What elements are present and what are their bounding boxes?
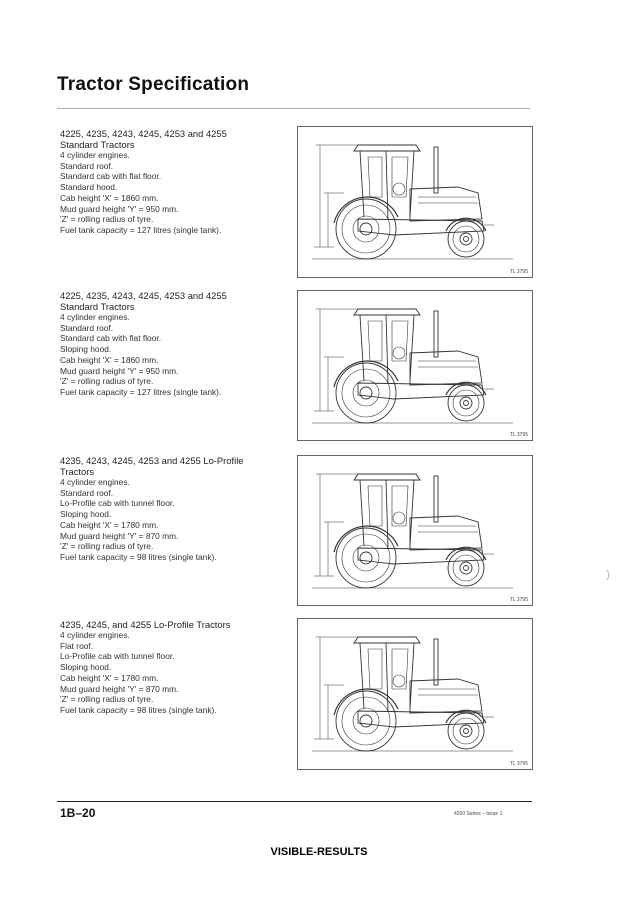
spec-heading: 4225, 4235, 4243, 4245, 4253 and 4255 — [60, 128, 227, 139]
title-divider — [57, 108, 530, 109]
spec-line: Mud guard height 'Y' = 870 mm. — [60, 530, 179, 541]
tractor-drawing — [298, 127, 532, 277]
spec-block-standard-1 — [60, 128, 290, 236]
spec-heading-continued: Tractors — [60, 466, 95, 477]
spec-list — [60, 150, 290, 236]
spec-line: Cab height 'X' = 1780 mm. — [60, 672, 159, 683]
tractor-figure-2 — [297, 290, 533, 441]
spec-line: 'Z' = rolling radius of tyre. — [60, 541, 154, 552]
figure-reference: TL 3795 — [509, 432, 528, 438]
spec-line: Standard hood. — [60, 182, 118, 193]
spec-list — [60, 630, 290, 716]
tractor-drawing — [298, 619, 532, 769]
spec-heading: 4235, 4243, 4245, 4253 and 4255 Lo-Profile — [60, 455, 244, 466]
tractor-figure-4 — [297, 618, 533, 770]
spec-line: Fuel tank capacity = 98 litres (single tank). — [60, 551, 217, 562]
spec-line: Sloping hood. — [60, 509, 112, 520]
spec-block-standard-2 — [60, 290, 290, 398]
figure-reference: TL 3795 — [509, 761, 528, 767]
spec-line: Standard cab with flat floor. — [60, 333, 162, 344]
spec-line: Fuel tank capacity = 127 litres (single tank). — [60, 386, 222, 397]
spec-line: 'Z' = rolling radius of tyre. — [60, 214, 154, 225]
footer-divider — [57, 801, 532, 802]
spec-heading-continued: Standard Tractors — [60, 301, 135, 312]
spec-line: Standard roof. — [60, 487, 114, 498]
spec-line: Standard roof. — [60, 160, 114, 171]
spec-block-lo-profile-2 — [60, 619, 290, 716]
margin-bracket-mark: ) — [606, 567, 610, 581]
figure-reference: TL 3795 — [509, 269, 528, 275]
spec-line: 4 cylinder engines. — [60, 150, 130, 160]
spec-line: Sloping hood. — [60, 344, 112, 355]
spec-line: Cab height 'X' = 1860 mm. — [60, 192, 159, 203]
page-number: 1B–20 — [60, 806, 96, 820]
series-issue-label: 4200 Series – Issue 1 — [454, 811, 503, 817]
spec-line: 4 cylinder engines. — [60, 630, 130, 640]
footer-label: VISIBLE-RESULTS — [270, 846, 368, 858]
spec-line: 4 cylinder engines. — [60, 312, 130, 322]
tractor-figure-1 — [297, 126, 533, 278]
spec-line: 'Z' = rolling radius of tyre. — [60, 694, 154, 705]
spec-list — [60, 477, 290, 563]
spec-line: Fuel tank capacity = 98 litres (single tank). — [60, 704, 217, 715]
spec-line: 4 cylinder engines. — [60, 477, 130, 487]
tractor-figure-3 — [297, 455, 533, 606]
spec-line: Standard cab with flat floor. — [60, 171, 162, 182]
spec-heading-continued: Standard Tractors — [60, 139, 135, 150]
spec-line: Fuel tank capacity = 127 litres (single tank). — [60, 224, 222, 235]
spec-heading: 4225, 4235, 4243, 4245, 4253 and 4255 — [60, 290, 227, 301]
spec-line: Mud guard height 'Y' = 950 mm. — [60, 365, 179, 376]
tractor-drawing — [298, 456, 532, 605]
spec-line: Sloping hood. — [60, 662, 112, 673]
spec-line: Lo-Profile cab with tunnel floor. — [60, 498, 175, 509]
spec-line: Lo-Profile cab with tunnel floor. — [60, 651, 175, 662]
spec-line: Cab height 'X' = 1860 mm. — [60, 354, 159, 365]
tractor-drawing — [298, 291, 532, 440]
spec-list — [60, 312, 290, 398]
spec-block-lo-profile-1 — [60, 455, 290, 563]
spec-line: Standard roof. — [60, 322, 114, 333]
spec-line: 'Z' = rolling radius of tyre. — [60, 376, 154, 387]
spec-line: Mud guard height 'Y' = 870 mm. — [60, 683, 179, 694]
spec-line: Flat roof. — [60, 640, 94, 651]
page-title: Tractor Specification — [57, 74, 250, 95]
spec-line: Cab height 'X' = 1780 mm. — [60, 519, 159, 530]
spec-line: Mud guard height 'Y' = 950 mm. — [60, 203, 179, 214]
spec-heading: 4235, 4245, and 4255 Lo-Profile Tractors — [60, 619, 231, 630]
figure-reference: TL 3795 — [509, 597, 528, 603]
